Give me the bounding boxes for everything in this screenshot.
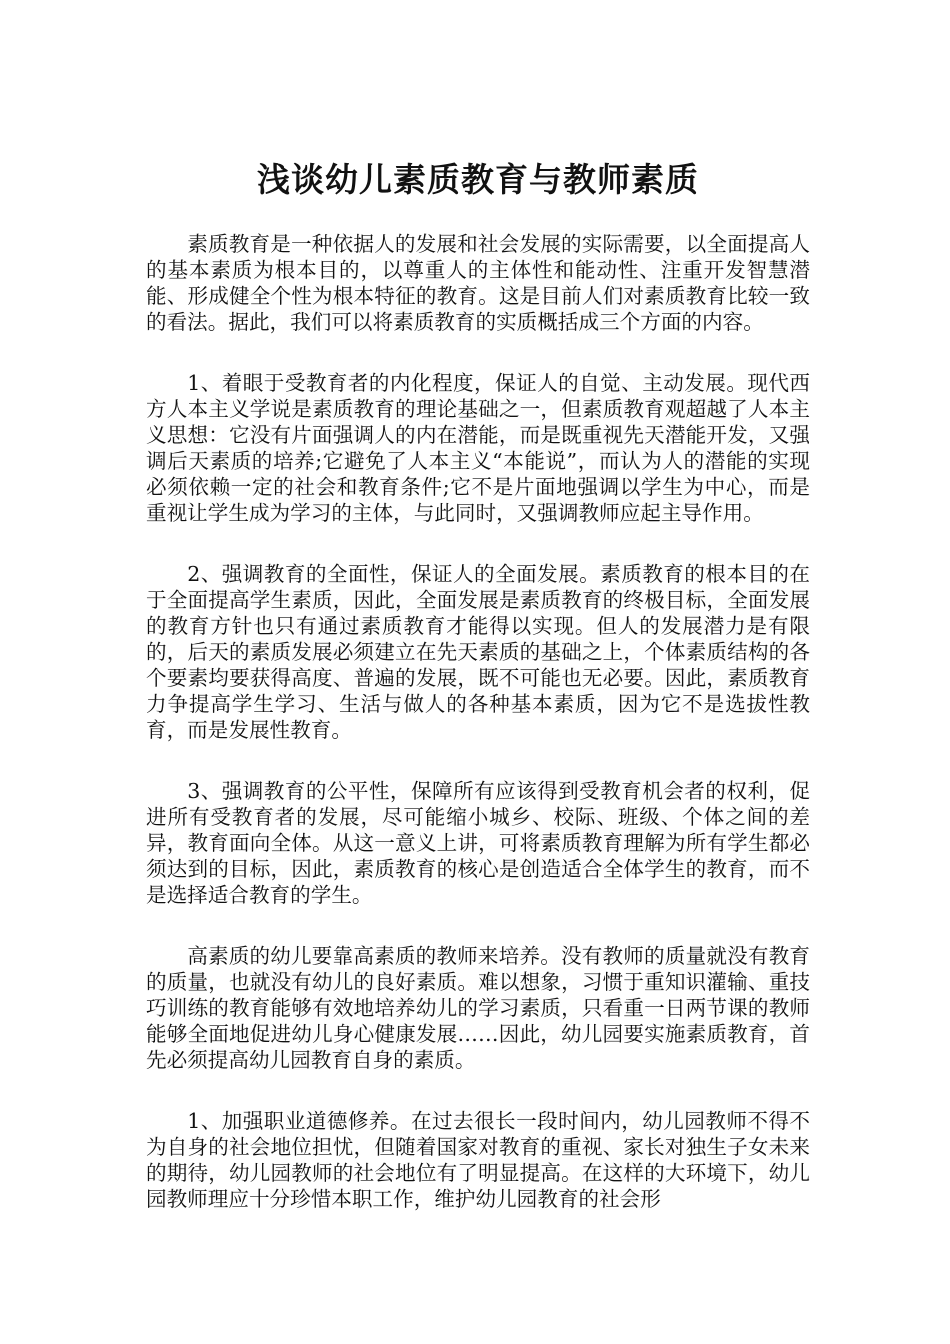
paragraph-point-3: 3、强调教育的公平性，保障所有应该得到受教育机会者的权利，促进所有受教育者的发展，尽可能缩小城乡、校际、班级、个体之间的差异，教育面向全体。从这一意义上讲，可将素质教育理解为所有学生都必须达到的目标，因此，素质教育的核心是创造适合全体学生的教育，而不是选择适合教育的学生。 bbox=[146, 779, 810, 907]
paragraph-point-2: 2、强调教育的全面性，保证人的全面发展。素质教育的根本目的在于全面提高学生素质，因此，全面发展是素质教育的终极目标，全面发展的教育方针也只有通过素质教育才能得以实现。但人的发展潜力是有限的，后天的素质发展必须建立在先天素质的基础之上，个体素质结构的各个要素均要获得高度、普遍的发展，既不可能也无必要。因此，素质教育力争提高学生学习、生活与做人的各种基本素质，因为它不是选拔性教育，而是发展性教育。 bbox=[146, 562, 810, 742]
document-title: 浅谈幼儿素质教育与教师素质 bbox=[257, 160, 699, 199]
paragraph-point-1: 1、着眼于受教育者的内化程度，保证人的自觉、主动发展。现代西方人本主义学说是素质教育的理论基础之一，但素质教育观超越了人本主义思想：它没有片面强调人的内在潜能，而是既重视先天潜能开发，又强调后天素质的培养;它避免了人本主义“本能说”，而认为人的潜能的实现必须依赖一定的社会和教育条件;它不是片面地强调以学生为中心，而是重视让学生成为学习的主体，与此同时，又强调教师应起主导作用。 bbox=[146, 371, 810, 525]
paragraph-teacher-point-1: 1、加强职业道德修养。在过去很长一段时间内，幼儿园教师不得不为自身的社会地位担忧，但随着国家对教育的重视、家长对独生子女未来的期待，幼儿园教师的社会地位有了明显提高。在这样的大环境下，幼儿园教师理应十分珍惜本职工作，维护幼儿园教育的社会形 bbox=[146, 1109, 810, 1211]
paragraph-intro: 素质教育是一种依据人的发展和社会发展的实际需要，以全面提高人的基本素质为根本目的，以尊重人的主体性和能动性、注重开发智慧潜能、形成健全个性为根本特征的教育。这是目前人们对素质教育比较一致的看法。据此，我们可以将素质教育的实质概括成三个方面的内容。 bbox=[146, 232, 810, 334]
paragraph-teacher-quality: 高素质的幼儿要靠高素质的教师来培养。没有教师的质量就没有教育的质量，也就没有幼儿的良好素质。难以想象，习惯于重知识灌输、重技巧训练的教育能够有效地培养幼儿的学习素质，只看重一日两节课的教师能够全面地促进幼儿身心健康发展……因此，幼儿园要实施素质教育，首先必须提高幼儿园教育自身的素质。 bbox=[146, 944, 810, 1072]
document-page bbox=[146, 150, 810, 1247]
